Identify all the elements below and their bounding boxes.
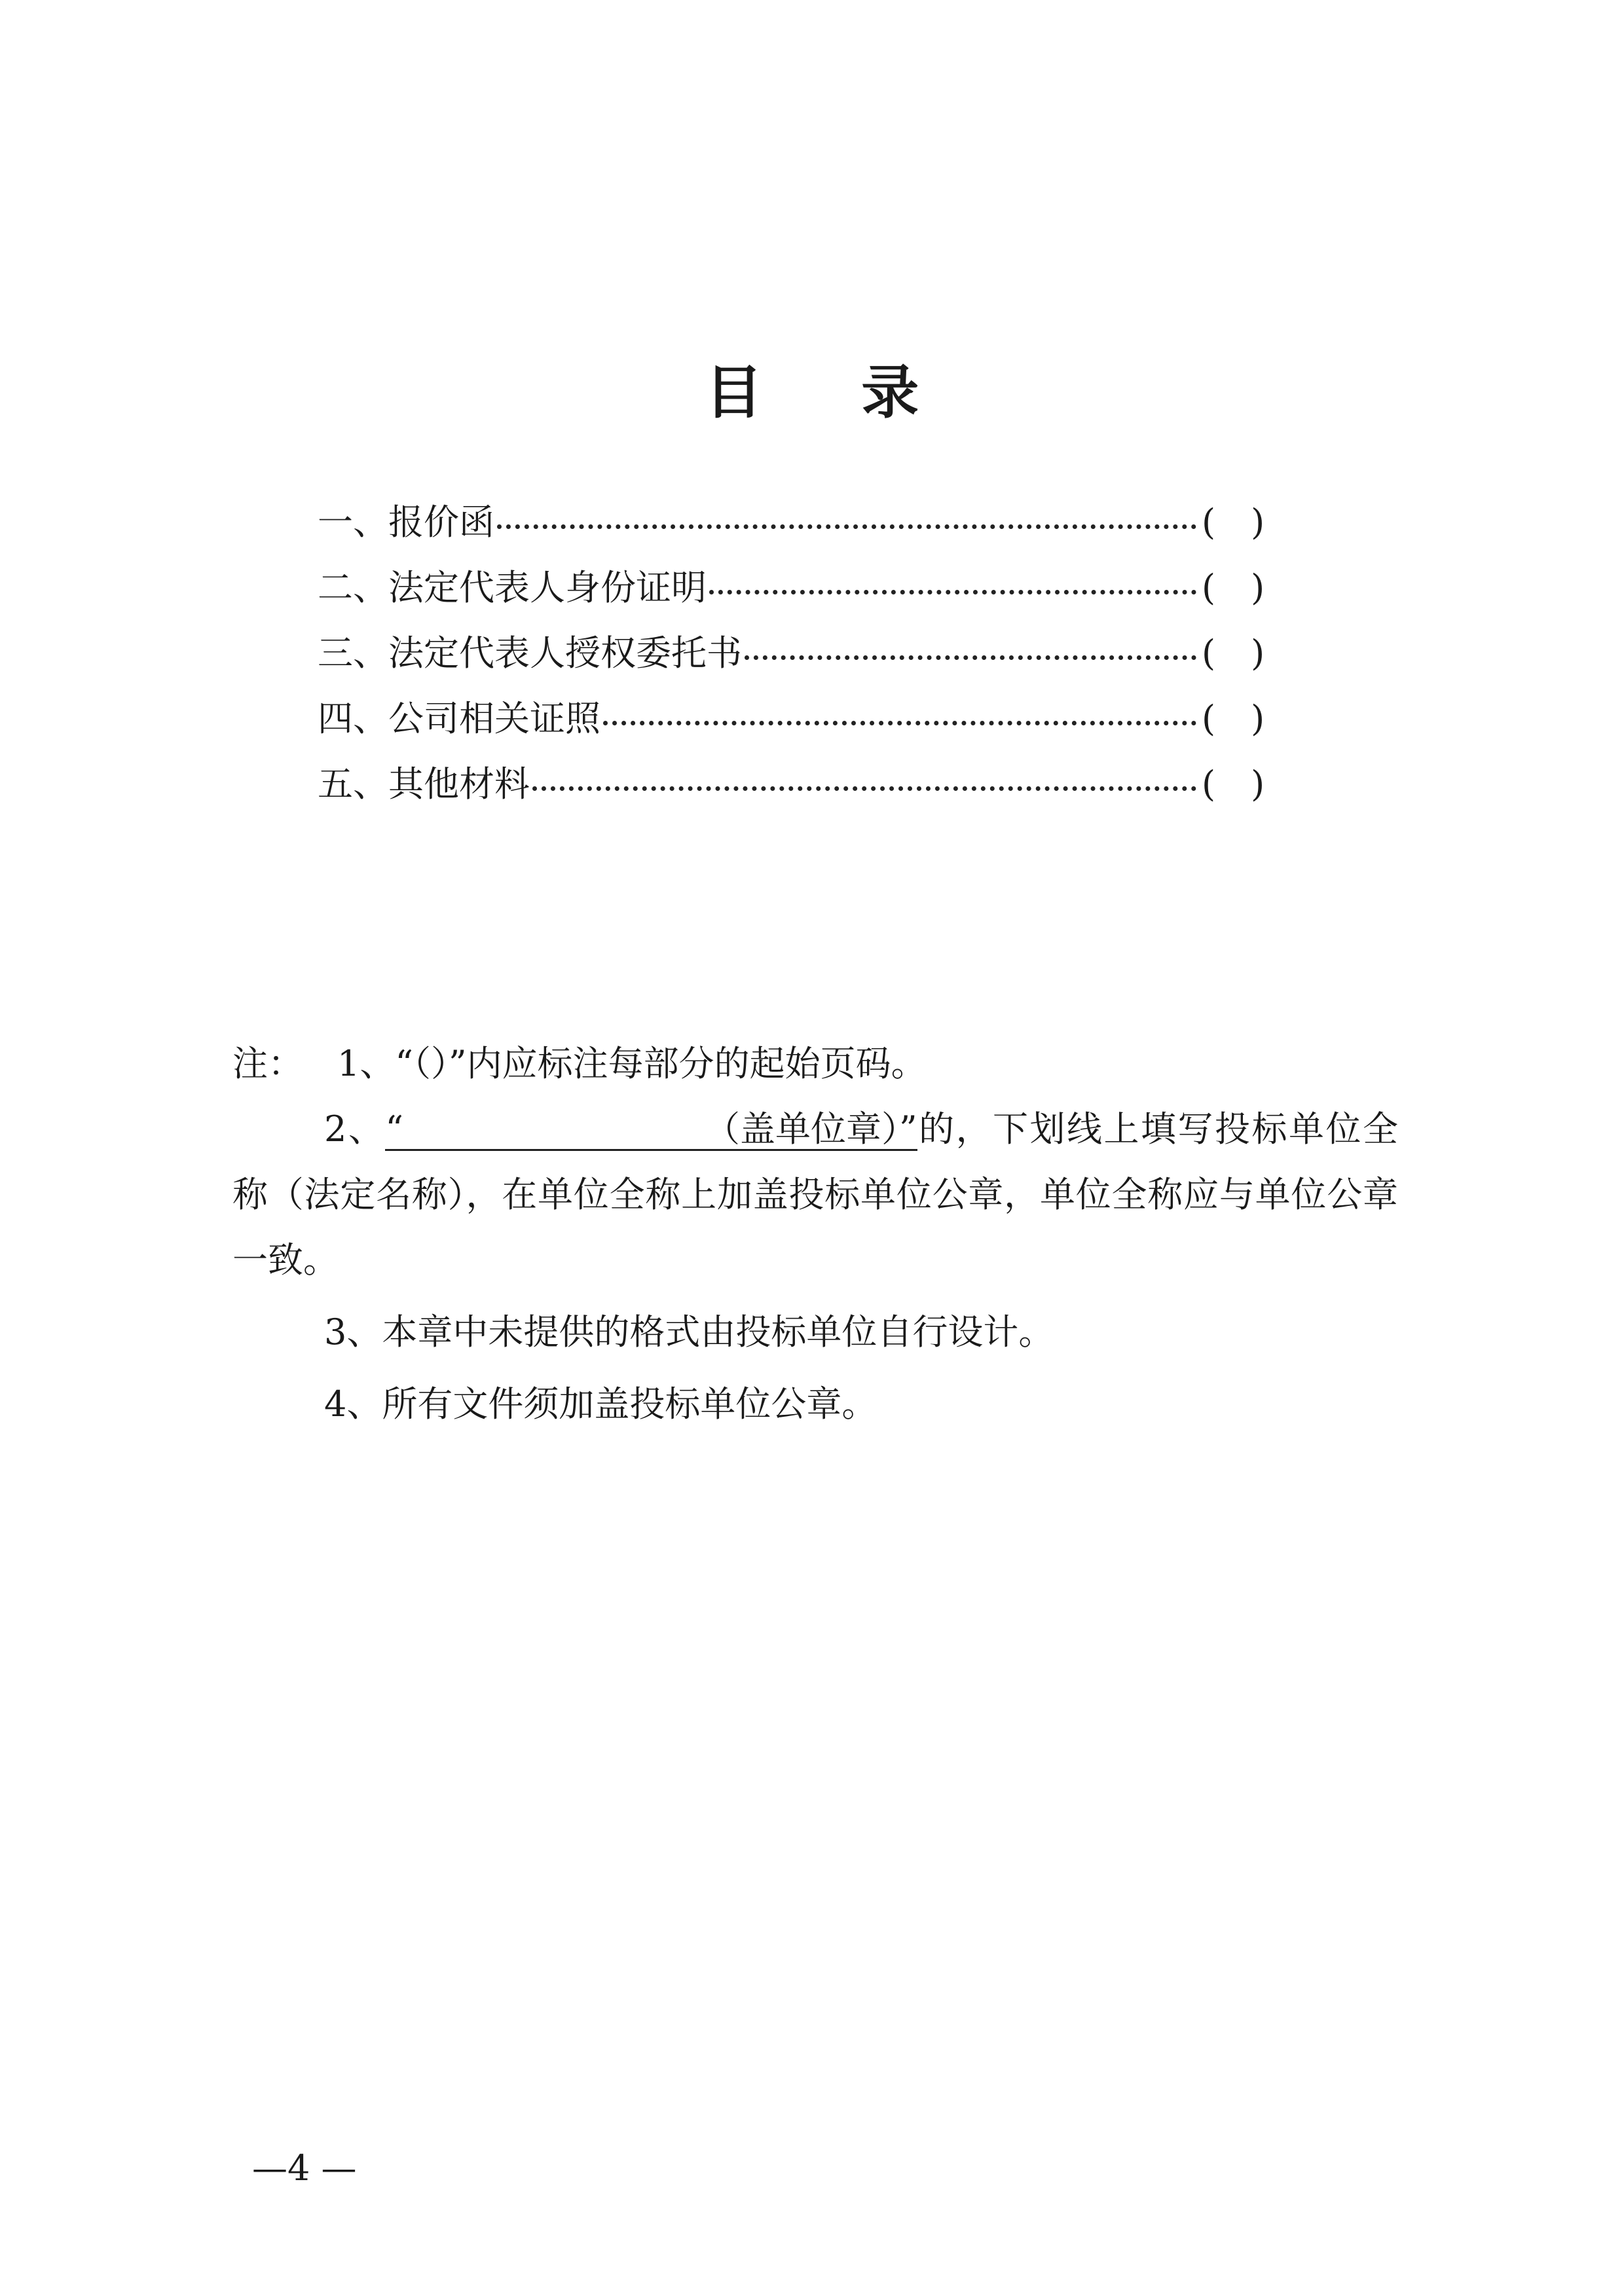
note-4-text: 4、所有文件须加盖投标单位公章。 — [324, 1383, 877, 1425]
note-2-continued: 单位全称（法定名称），在单位全称上加盖投标单位公章，单位全称应与单位公章一致。 — [232, 1108, 1399, 1281]
note-2-number: 2、 — [324, 1108, 386, 1150]
toc-entry — [318, 560, 1274, 625]
notes-prefix: 注： — [232, 1043, 303, 1084]
toc-leader-dots — [709, 590, 1196, 594]
toc-entry — [318, 691, 1274, 756]
toc-leader-dots — [603, 721, 1196, 725]
notes-section — [232, 1031, 1398, 1437]
note-2-field-text: （盖单位章）” — [704, 1108, 917, 1150]
toc-leader-dots — [745, 655, 1196, 660]
toc-entry-page: ( ) — [1202, 632, 1265, 674]
toc-entry-label: 一、报价函 — [318, 501, 494, 543]
table-of-contents — [318, 494, 1274, 822]
toc-entry-label: 三、法定代表人授权委托书 — [318, 632, 742, 674]
toc-leader-dots — [497, 524, 1196, 529]
toc-entry-page: ( ) — [1202, 763, 1265, 805]
note-2 — [232, 1097, 1398, 1293]
toc-entry-label: 四、公司相关证照 — [318, 698, 600, 739]
page-number: —4 — — [252, 2147, 357, 2189]
note-1-text: 1、“（）”内应标注每部分的起始页码。 — [337, 1043, 927, 1084]
toc-entry-page: ( ) — [1202, 501, 1265, 543]
note-2-rest: 的，下划线上填写投标 — [917, 1108, 1289, 1150]
note-2-underline-field — [385, 1110, 917, 1151]
toc-entry — [318, 494, 1274, 560]
note-3-text: 3、本章中未提供的格式由投标单位自行设计。 — [324, 1311, 1054, 1353]
note-4 — [232, 1372, 1398, 1437]
toc-entry-page: ( ) — [1202, 567, 1265, 608]
page-title: 目 录 — [705, 358, 959, 426]
note-1 — [232, 1031, 1398, 1097]
toc-entry-page: ( ) — [1202, 698, 1265, 739]
toc-entry-label: 二、法定代表人身份证明 — [318, 567, 707, 608]
toc-entry — [318, 756, 1274, 822]
note-3 — [232, 1300, 1398, 1365]
toc-leader-dots — [532, 786, 1196, 791]
toc-entry-label: 五、其他材料 — [318, 763, 530, 805]
toc-entry — [318, 625, 1274, 691]
note-2-quote-open: “ — [385, 1108, 403, 1150]
